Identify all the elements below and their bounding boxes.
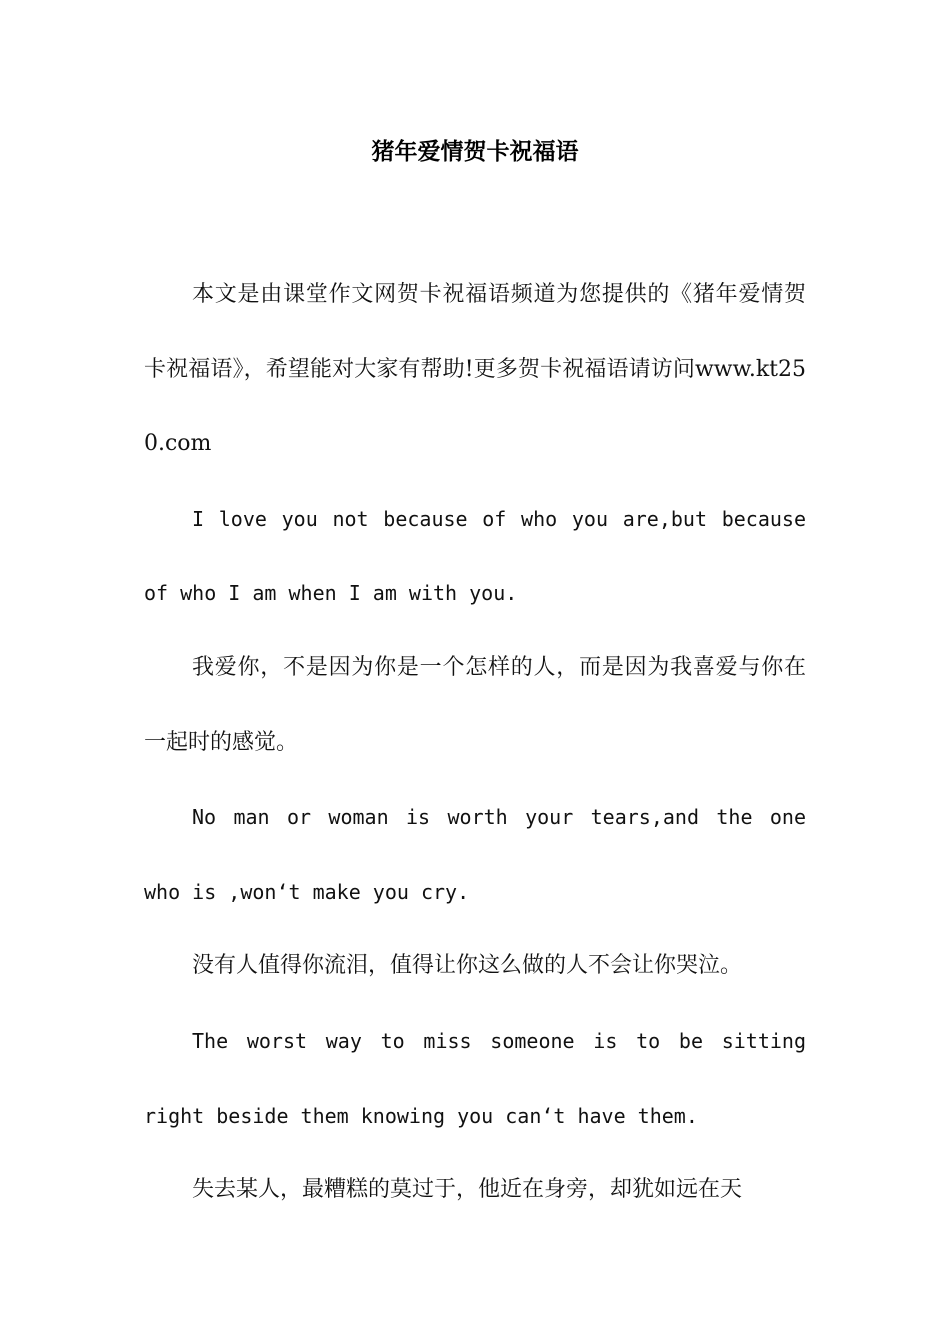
- chinese-paragraph-3: 失去某人，最糟糕的莫过于，他近在身旁，却犹如远在天: [192, 1177, 743, 1203]
- document-body: [144, 258, 806, 1228]
- document-title: 猪年爱情贺卡祝福语: [371, 138, 579, 165]
- intro-paragraph: 本文是由课堂作文网贺卡祝福语频道为您提供的《猪年爱情贺卡祝福语》，希望能对大家有帮助!更多贺卡祝福语请访问www.kt250.com: [144, 282, 806, 457]
- english-paragraph-2: No man or woman is worth your tears,and the one who is ,won‘t make you cry.: [144, 805, 806, 904]
- english-paragraph-3: The worst way to miss someone is to be sitting right beside them knowing you can‘t have them.: [144, 1028, 806, 1128]
- english-paragraph-1: I love you not because of who you are,but because of who I am when I am with you.: [144, 506, 806, 606]
- chinese-paragraph-1: 我爱你，不是因为你是一个怎样的人，而是因为我喜爱与你在一起时的感觉。: [144, 654, 806, 755]
- chinese-paragraph-2: 没有人值得你流泪，值得让你这么做的人不会让你哭泣。: [192, 953, 743, 979]
